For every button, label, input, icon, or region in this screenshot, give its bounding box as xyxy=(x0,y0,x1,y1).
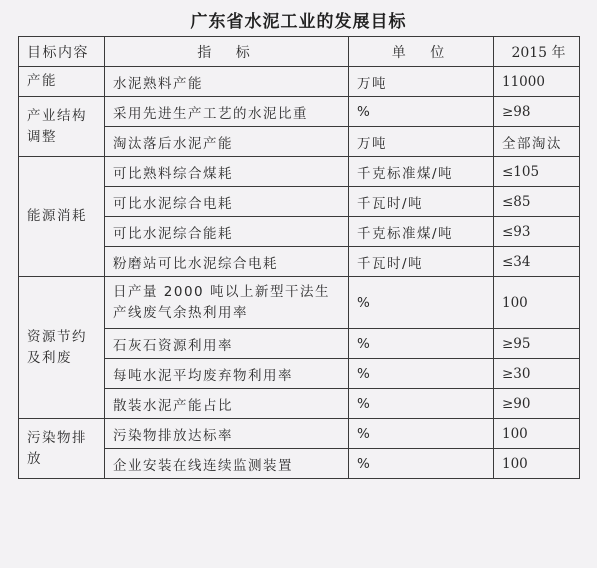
table-row xyxy=(19,67,580,97)
target-cell: ≥30 xyxy=(494,359,580,389)
header-indicator: 指 标 xyxy=(105,37,349,67)
target-cell: 全部淘汰 xyxy=(494,127,580,157)
header-year: 2015 年 xyxy=(494,37,580,67)
unit-cell: % xyxy=(349,359,494,389)
indicator-cell: 散装水泥产能占比 xyxy=(105,389,349,419)
category-cell: 能源消耗 xyxy=(19,157,105,277)
header-row xyxy=(19,37,580,67)
target-cell: ≥95 xyxy=(494,329,580,359)
unit-cell: % xyxy=(349,97,494,127)
header-category: 目标内容 xyxy=(19,37,105,67)
table-row xyxy=(19,419,580,449)
table-row xyxy=(19,97,580,127)
target-cell: 100 xyxy=(494,277,580,329)
target-cell: ≤105 xyxy=(494,157,580,187)
target-cell: ≤85 xyxy=(494,187,580,217)
table-row xyxy=(19,277,580,329)
unit-cell: % xyxy=(349,389,494,419)
table-row xyxy=(19,157,580,187)
indicator-cell: 粉磨站可比水泥综合电耗 xyxy=(105,247,349,277)
header-unit: 单 位 xyxy=(349,37,494,67)
indicator-cell: 可比水泥综合能耗 xyxy=(105,217,349,247)
target-cell: 11000 xyxy=(494,67,580,97)
page-title: 广东省水泥工业的发展目标 xyxy=(190,12,407,32)
indicator-cell: 可比熟料综合煤耗 xyxy=(105,157,349,187)
indicator-cell: 可比水泥综合电耗 xyxy=(105,187,349,217)
target-cell: 100 xyxy=(494,449,580,479)
category-cell: 资源节约及利废 xyxy=(19,277,105,419)
indicator-cell: 日产量 2000 吨以上新型干法生产线废气余热利用率 xyxy=(105,277,349,329)
unit-cell: 千克标准煤/吨 xyxy=(349,217,494,247)
indicator-cell: 石灰石资源利用率 xyxy=(105,329,349,359)
unit-cell: 万吨 xyxy=(349,67,494,97)
indicator-cell: 采用先进生产工艺的水泥比重 xyxy=(105,97,349,127)
category-cell: 产能 xyxy=(19,67,105,97)
unit-cell: % xyxy=(349,329,494,359)
category-cell: 产业结构调整 xyxy=(19,97,105,157)
indicator-cell: 淘汰落后水泥产能 xyxy=(105,127,349,157)
unit-cell: 千瓦时/吨 xyxy=(349,247,494,277)
indicator-cell: 企业安装在线连续监测装置 xyxy=(105,449,349,479)
target-cell: ≤34 xyxy=(494,247,580,277)
targets-table xyxy=(18,36,580,479)
target-cell: ≥90 xyxy=(494,389,580,419)
indicator-cell: 每吨水泥平均废弃物利用率 xyxy=(105,359,349,389)
unit-cell: % xyxy=(349,419,494,449)
unit-cell: 千克标准煤/吨 xyxy=(349,157,494,187)
category-cell: 污染物排放 xyxy=(19,419,105,479)
unit-cell: 万吨 xyxy=(349,127,494,157)
unit-cell: % xyxy=(349,449,494,479)
unit-cell: 千瓦时/吨 xyxy=(349,187,494,217)
indicator-cell: 水泥熟料产能 xyxy=(105,67,349,97)
target-cell: ≥98 xyxy=(494,97,580,127)
target-cell: ≤93 xyxy=(494,217,580,247)
indicator-cell: 污染物排放达标率 xyxy=(105,419,349,449)
unit-cell: % xyxy=(349,277,494,329)
target-cell: 100 xyxy=(494,419,580,449)
